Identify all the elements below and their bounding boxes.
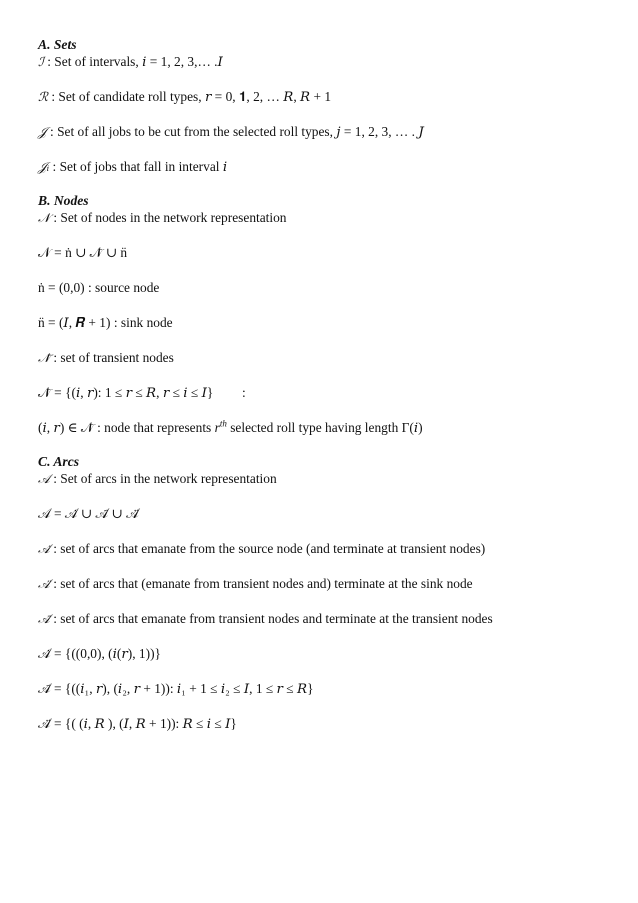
transient-arcs-text: : set of arcs that emanate from transient nodes and terminate at the transient nodes	[53, 611, 493, 626]
sink-node-text: : sink node	[113, 315, 173, 330]
node-meaning-text-a: : node that represents	[97, 420, 212, 435]
transient-nodes-symbol: 𝒩̄	[38, 350, 50, 365]
source-arcs-symbol: 𝒜̇	[38, 541, 50, 556]
transient-nodes-formula-math: 𝒩̄ = {(𝑖, 𝑟): 1 ≤ 𝑟 ≤ 𝑅, 𝑟 ≤ 𝑖 ≤ 𝐼}	[38, 385, 214, 400]
nodes-set-definition	[38, 209, 618, 227]
jobs-text: : Set of all jobs to be cut from the selected roll types,	[50, 124, 333, 139]
jobs-symbol: 𝒥	[38, 124, 47, 139]
source-arcs-formula	[38, 645, 618, 663]
nodes-union	[38, 244, 618, 262]
rolls-math: 𝑟 = 0, 𝟏, 2, … 𝑅, 𝑅 + 1	[204, 89, 332, 104]
arcs-symbol: 𝒜	[38, 471, 50, 486]
jobs-interval-symbol: 𝒥ᵢ	[38, 159, 50, 174]
source-node-text: : source node	[87, 280, 160, 295]
transient-arcs-definition	[38, 610, 618, 628]
transient-arcs-formula-math: 𝒜̄ = {((𝑖₁, 𝑟), (𝑖₂, 𝑟 + 1)): 𝑖₁ + 1 ≤ 𝑖₂ ≤ 𝐼, 1 ≤ 𝑟 ≤ 𝑅}	[38, 681, 314, 696]
transient-nodes-text: : set of transient nodes	[53, 350, 174, 365]
transient-nodes-definition	[38, 349, 618, 367]
transient-arcs-formula	[38, 680, 618, 698]
transient-nodes-formula	[38, 384, 618, 402]
section-heading-arcs: C. Arcs	[38, 454, 80, 469]
intervals-math: 𝑖 = 1, 2, 3,… .𝐼	[142, 54, 223, 69]
sink-node-definition	[38, 314, 618, 332]
source-node-definition	[38, 279, 618, 297]
sink-arcs-text: : set of arcs that (emanate from transient nodes and) terminate at the sink node	[53, 576, 473, 591]
jobs-interval-definition	[38, 158, 618, 176]
rolls-definition	[38, 88, 618, 106]
node-meaning-length: Γ(𝑖)	[401, 420, 423, 435]
arcs-set-definition	[38, 470, 618, 488]
jobs-definition	[38, 123, 618, 141]
node-meaning-text-b: selected roll type having length	[230, 420, 399, 435]
source-arcs-definition	[38, 540, 618, 558]
source-arcs-formula-math: 𝒜̇ = {((0,0), (𝑖(𝑟), 1))}	[38, 646, 161, 661]
nodes-union-math: 𝒩 = ṅ ∪ 𝒩̄ ∪ n̈	[38, 245, 128, 260]
source-node-math: ṅ = (0,0)	[38, 280, 85, 295]
sink-arcs-symbol: 𝒜̈	[38, 576, 50, 591]
arcs-set-text: : Set of arcs in the network representation	[53, 471, 277, 486]
intervals-symbol: ℐ	[38, 54, 44, 69]
sink-arcs-formula	[38, 715, 618, 733]
jobs-math: 𝑗 = 1, 2, 3, … . 𝐽	[336, 124, 424, 139]
jobs-interval-text: : Set of jobs that fall in interval	[52, 159, 220, 174]
transient-arcs-symbol: 𝒜̄	[38, 611, 50, 626]
source-arcs-text: : set of arcs that emanate from the source node (and terminate at transient nodes)	[53, 541, 486, 556]
transient-nodes-colon: :	[242, 385, 246, 400]
sink-node-math: n̈ = (𝐼, 𝑹 + 1)	[38, 315, 111, 330]
node-meaning-math: (𝑖, 𝑟) ∈ 𝒩̄	[38, 420, 94, 435]
arcs-union	[38, 505, 618, 523]
section-heading-nodes: B. Nodes	[38, 193, 89, 208]
nodes-symbol: 𝒩	[38, 210, 50, 225]
sink-arcs-definition	[38, 575, 618, 593]
section-heading-sets: A. Sets	[38, 37, 77, 52]
document-page	[38, 36, 618, 733]
node-meaning-r: $r^{th}$	[214, 418, 227, 435]
intervals-text: : Set of intervals,	[47, 54, 139, 69]
sink-arcs-formula-math: 𝒜̈ = {( (𝑖, 𝑅 ), (𝐼, 𝑅 + 1)): 𝑅 ≤ 𝑖 ≤ 𝐼}	[38, 716, 237, 731]
jobs-interval-math: 𝑖	[222, 159, 228, 174]
nodes-set-text: : Set of nodes in the network representation	[53, 210, 287, 225]
intervals-definition	[38, 53, 618, 71]
rolls-text: : Set of candidate roll types,	[51, 89, 202, 104]
rolls-symbol: ℛ	[38, 89, 48, 104]
arcs-union-math: 𝒜 = 𝒜̇ ∪ 𝒜̄ ∪ 𝒜̈	[38, 506, 139, 521]
node-meaning	[38, 419, 618, 437]
